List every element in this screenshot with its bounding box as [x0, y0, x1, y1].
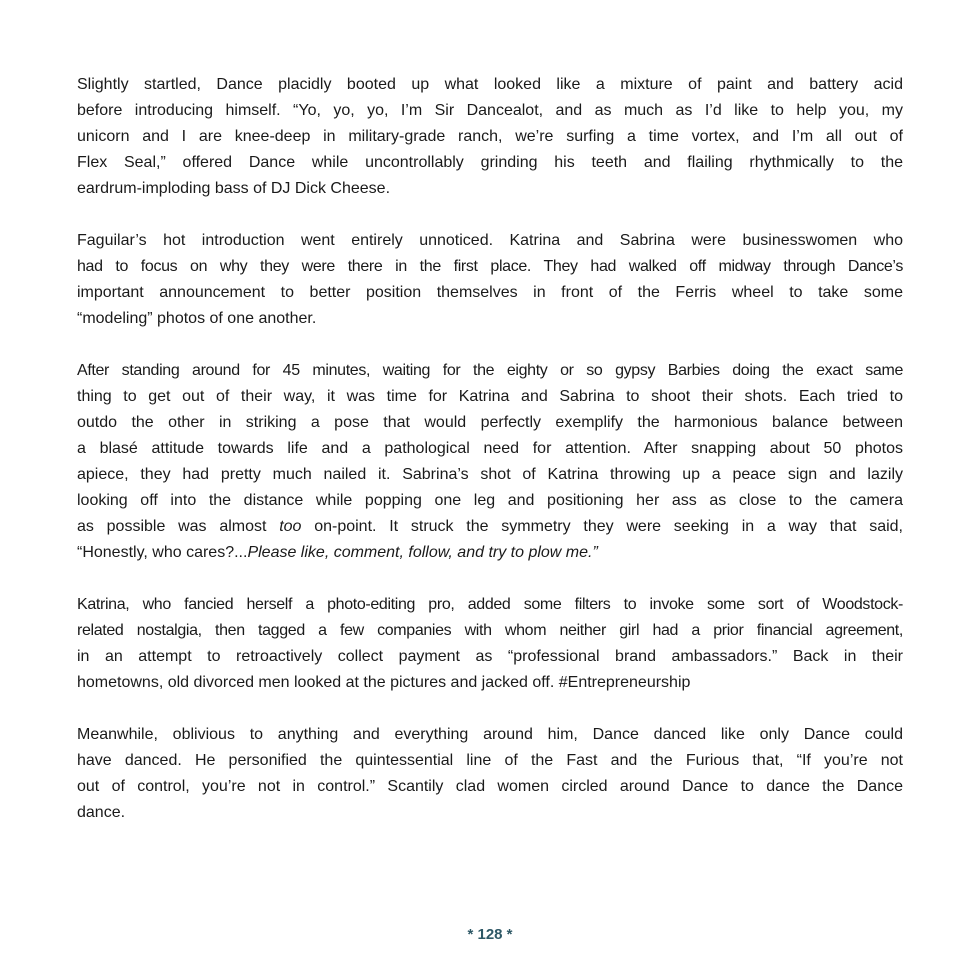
text-line: Katrina, who fancied herself a photo-editing pro, added some filters to invoke some sort of Woodstock-	[77, 596, 903, 613]
text-line: have danced. He personified the quintessential line of the Fast and the Furious that, “If you’re not	[77, 752, 903, 769]
text-line: Slightly startled, Dance placidly booted up what looked like a mixture of paint and battery acid	[77, 76, 903, 93]
paragraph-3	[77, 358, 903, 566]
italic-text: Please like, comment, follow, and try to plow me.”	[247, 544, 598, 561]
text-line: “modeling” photos of one another.	[77, 310, 317, 327]
text-line: a blasé attitude towards life and a pathological need for attention. After snapping about 50 photos	[77, 440, 903, 457]
text-line: outdo the other in striking a pose that would perfectly exemplify the harmonious balance between	[77, 414, 903, 431]
text-line: thing to get out of their way, it was time for Katrina and Sabrina to shoot their shots. Each tried to	[77, 388, 903, 405]
text-segment: as possible was almost	[77, 518, 280, 535]
text-line: important announcement to better position themselves in front of the Ferris wheel to take some	[77, 284, 903, 301]
paragraph-1	[77, 72, 903, 202]
text-line: hometowns, old divorced men looked at the pictures and jacked off. #Entrepreneurship	[77, 674, 691, 691]
page-body	[77, 72, 903, 852]
text-line: After standing around for 45 minutes, waiting for the eighty or so gypsy Barbies doing the exact same	[77, 362, 903, 379]
text-line: in an attempt to retroactively collect payment as “professional brand ambassadors.” Back in their	[77, 648, 903, 665]
text-line	[77, 540, 903, 566]
text-line: out of control, you’re not in control.” Scantily clad women circled around Dance to dance the Dance	[77, 778, 903, 795]
text-line: Meanwhile, oblivious to anything and everything around him, Dance danced like only Dance could	[77, 726, 903, 743]
text-line: Flex Seal,” offered Dance while uncontrollably grinding his teeth and flailing rhythmically to the	[77, 154, 903, 171]
text-line: looking off into the distance while popping one leg and positioning her ass as close to the camera	[77, 492, 903, 509]
text-segment: on-point. It struck the symmetry they were seeking in a way that said,	[301, 518, 904, 535]
text-line: related nostalgia, then tagged a few companies with whom neither girl had a prior financial agreement,	[77, 622, 903, 639]
text-line: dance.	[77, 804, 126, 821]
paragraph-5	[77, 722, 903, 826]
text-line: apiece, they had pretty much nailed it. Sabrina’s shot of Katrina throwing up a peace sign and lazily	[77, 466, 903, 483]
text-line: before introducing himself. “Yo, yo, yo, I’m Sir Dancealot, and as much as I’d like to help you, my	[77, 102, 903, 119]
text-line: had to focus on why they were there in the first place. They had walked off midway through Dance’s	[77, 258, 903, 275]
text-line: eardrum-imploding bass of DJ Dick Cheese.	[77, 180, 391, 197]
text-line: unicorn and I are knee-deep in military-grade ranch, we’re surfing a time vortex, and I’m all out of	[77, 128, 903, 145]
page-number: * 128 *	[467, 926, 513, 943]
paragraph-2	[77, 228, 903, 332]
italic-text: too	[279, 518, 302, 535]
text-line: Faguilar’s hot introduction went entirely unnoticed. Katrina and Sabrina were businesswomen who	[77, 232, 903, 249]
text-segment: “Honestly, who cares?...	[77, 544, 248, 561]
text-line	[77, 514, 903, 540]
paragraph-4	[77, 592, 903, 696]
